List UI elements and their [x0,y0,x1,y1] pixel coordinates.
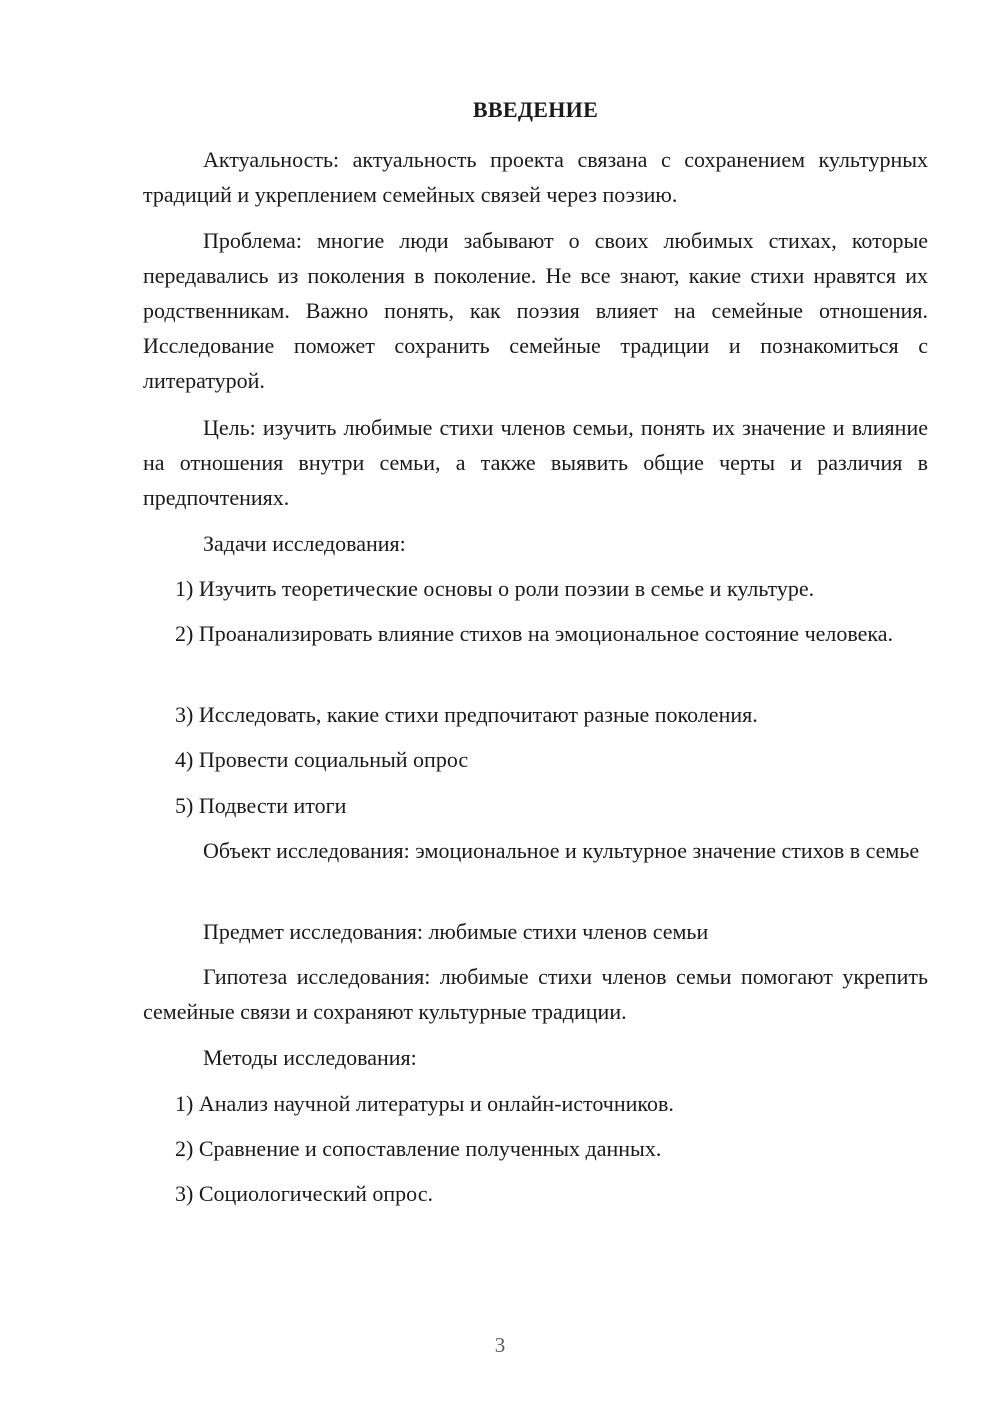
subject-paragraph: Предмет исследования: любимые стихи членов семьи [203,919,709,944]
object-paragraph: Объект исследования: эмоциональное и культурное значение стихов в семье [203,838,920,863]
document-page [143,0,928,1414]
method-item-3: 3) Социологический опрос. [175,1181,433,1206]
tasks-heading: Задачи исследования: [203,531,406,556]
method-item-2: 2) Сравнение и сопоставление полученных данных. [175,1136,662,1161]
relevance-paragraph: Актуальность: актуальность проекта связана с сохранением культурных традиций и укреплением семейных связей через поэзию. [143,147,928,207]
task-item-3: 3) Исследовать, какие стихи предпочитают разные поколения. [175,702,758,727]
task-item-5: 5) Подвести итоги [175,793,347,818]
task-item-1: 1) Изучить теоретические основы о роли поэзии в семье и культуре. [175,576,815,601]
page-number: 3 [494,1333,506,1357]
goal-paragraph: Цель: изучить любимые стихи членов семьи, понять их значение и влияние на отношения внутри семьи, а также выявить общие черты и различия в предпочтениях. [143,415,928,510]
task-item-2: 2) Проанализировать влияние стихов на эмоциональное состояние человека. [175,621,894,646]
methods-heading: Методы исследования: [203,1045,417,1070]
task-item-4: 4) Провести социальный опрос [175,747,469,772]
section-title: ВВЕДЕНИЕ [472,97,599,122]
method-item-1: 1) Анализ научной литературы и онлайн-источников. [175,1091,674,1116]
problem-paragraph: Проблема: многие люди забывают о своих любимых стихах, которые передавались из поколения в поколение. Не все знают, какие стихи нравятся их родственникам. Важно понять, как поэзия влияет на семейные отношения. Исследование поможет сохранить семейные традиции и познакомиться с литературой. [143,228,928,393]
hypothesis-paragraph: Гипотеза исследования: любимые стихи членов семьи помогают укрепить семейные связи и сохраняют культурные традиции. [143,964,928,1024]
